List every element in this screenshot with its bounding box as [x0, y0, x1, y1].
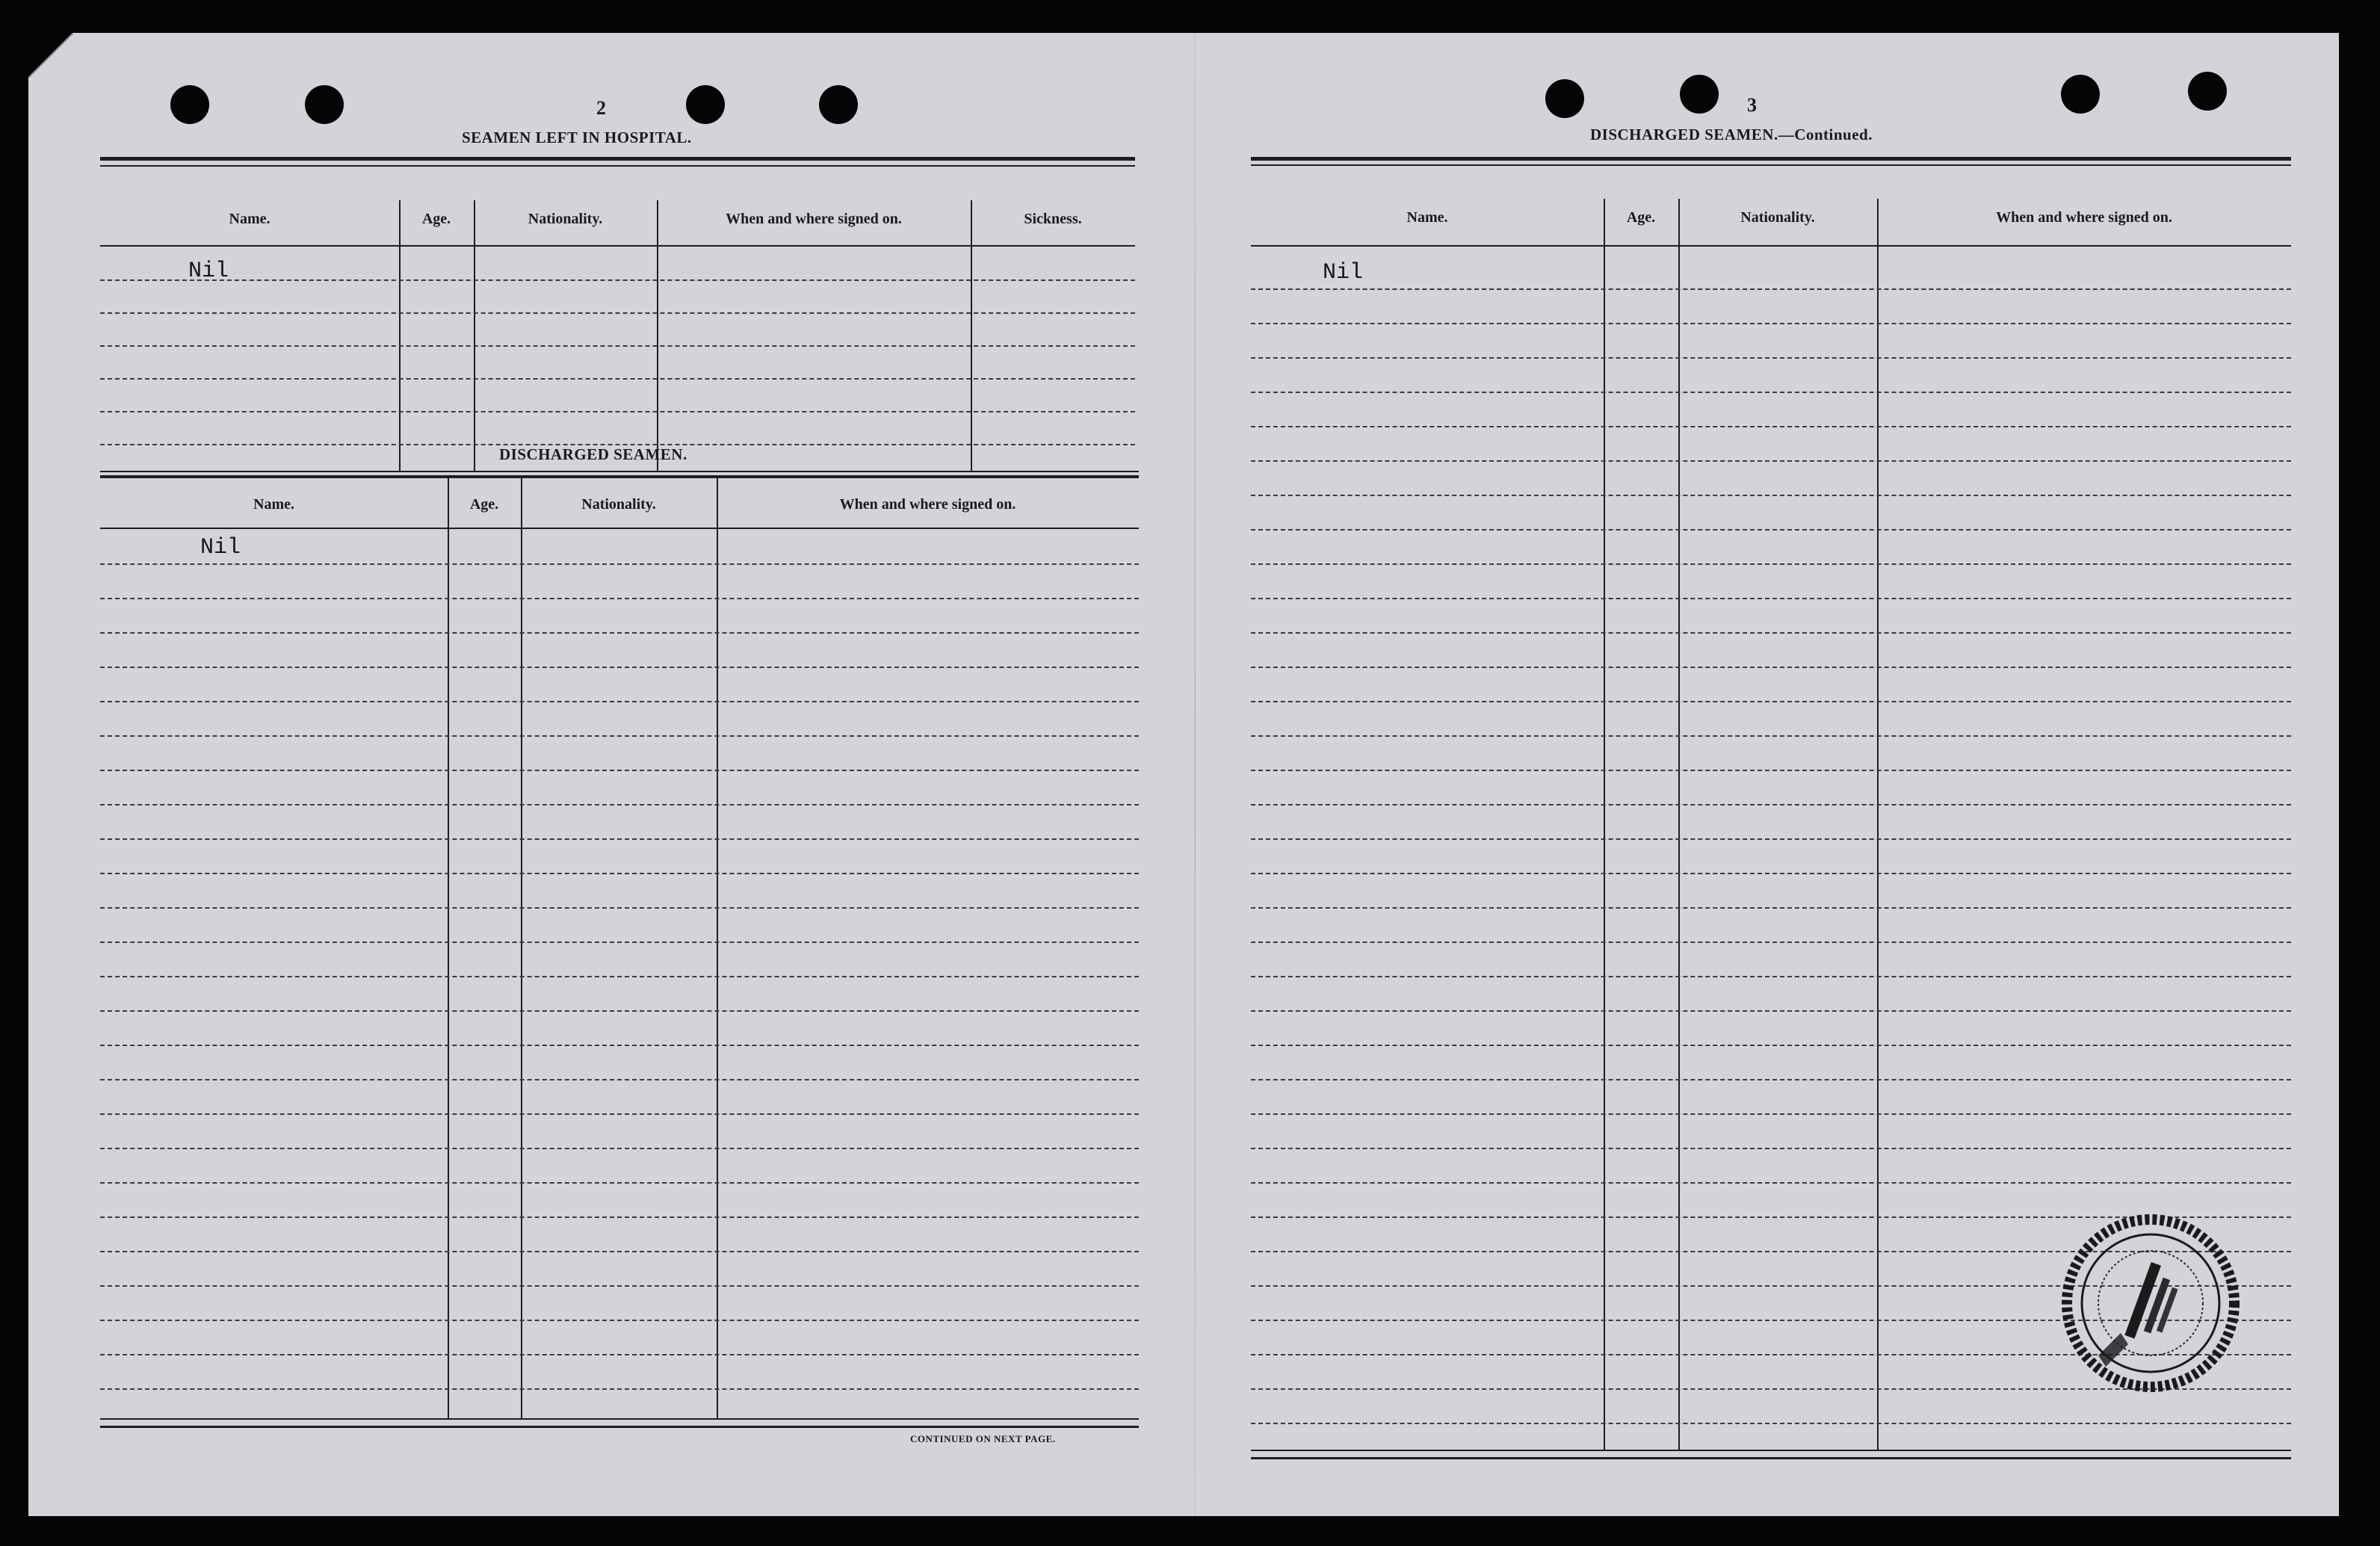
- document-sheet: [28, 33, 2339, 1516]
- col-header-nationality: Nationality.: [581, 496, 656, 513]
- punch-hole: [686, 85, 725, 124]
- punch-hole: [2061, 75, 2100, 114]
- col-header-age: Age.: [421, 211, 451, 227]
- col-header-nationality: Nationality.: [528, 211, 603, 227]
- col-header-signed-on: When and where signed on.: [1996, 209, 2172, 226]
- hospital-entry-name: Nil: [188, 259, 229, 284]
- hospital-table: [100, 157, 1135, 471]
- col-header-sickness: Sickness.: [1024, 211, 1082, 227]
- date-stamp: [2053, 1206, 2248, 1400]
- punch-hole: [305, 85, 344, 124]
- page-number-right: 3: [1747, 94, 1757, 116]
- page-number-left: 2: [596, 97, 606, 119]
- punch-hole: [2188, 72, 2227, 111]
- continued-note: CONTINUED ON NEXT PAGE.: [910, 1433, 1056, 1444]
- discharged-continued-title: DISCHARGED SEAMEN.—Continued.: [1590, 126, 1873, 143]
- col-header-signed-on: When and where signed on.: [839, 496, 1016, 513]
- punch-hole: [819, 85, 858, 124]
- col-header-nationality: Nationality.: [1740, 209, 1815, 226]
- col-header-name: Name.: [1406, 209, 1448, 226]
- discharged-entry-name: Nil: [200, 535, 241, 560]
- col-header-name: Name.: [253, 496, 294, 513]
- col-header-name: Name.: [229, 211, 271, 227]
- center-fold: [1194, 33, 1196, 1516]
- folded-corner: [28, 33, 73, 78]
- col-header-age: Age.: [1626, 209, 1656, 226]
- col-header-signed-on: When and where signed on.: [726, 211, 902, 227]
- punch-hole: [1680, 75, 1719, 114]
- punch-hole: [170, 85, 209, 124]
- discharged-section-title: DISCHARGED SEAMEN.: [499, 445, 687, 463]
- discharged-table: [100, 471, 1139, 1465]
- hospital-section-title: SEAMEN LEFT IN HOSPITAL.: [462, 129, 692, 146]
- col-header-age: Age.: [469, 496, 499, 513]
- discharged-continued-entry-name: Nil: [1323, 260, 1364, 285]
- punch-hole: [1545, 79, 1584, 118]
